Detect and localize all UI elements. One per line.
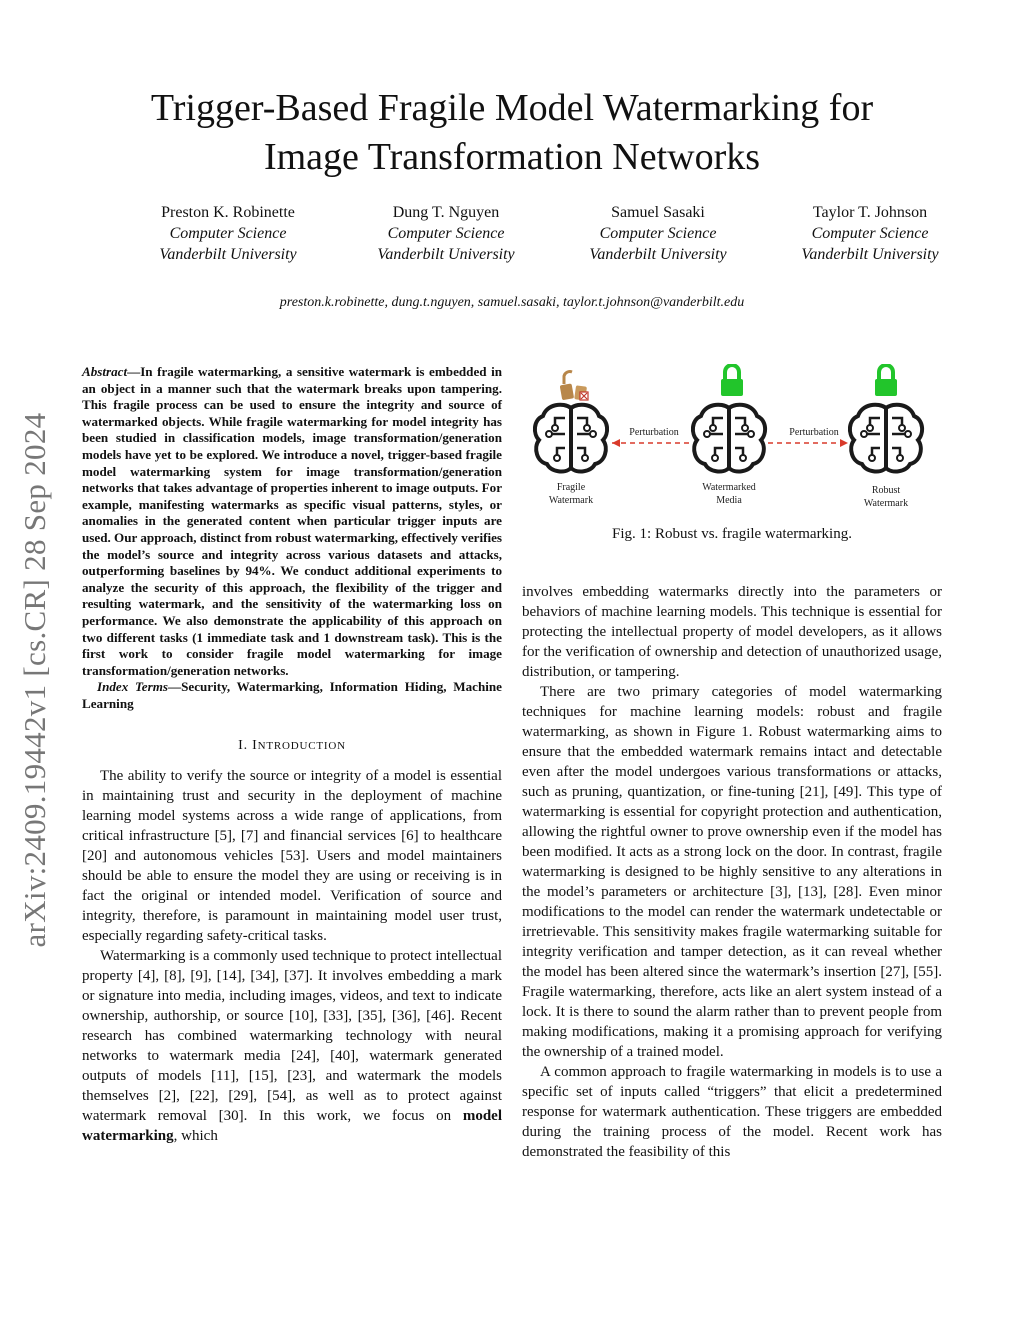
paragraph-text: Watermarking is a commonly used technique to protect intellectual property [4], [8], [9], [14], [34], [37]. It involves embedding a mark or signature into media, including images, videos, and text to indicate ownership, authorship, or source [10], [33], [35], [36], [46]. Recent research has combined watermarking technology with neural networks to watermark media [24], [40], watermark generated outputs of models [11], [15], [23], and watermark the models themselves [2], [22], [29], [54], as well as to protect against watermark removal [30]. In this work, we focus on — [82, 948, 502, 1125]
edge-label: Perturbation — [789, 427, 839, 438]
index-terms-label: Index Terms — [97, 679, 168, 695]
title-line-2: Image Transformation Networks — [263, 136, 761, 178]
author-name: Dung T. Nguyen — [392, 204, 500, 221]
arxiv-identifier: arXiv:2409.19442v1 [cs.CR] 28 Sep 2024 — [17, 412, 52, 948]
paragraph: There are two primary categories of model watermarking techniques for machine learning models: robust and fragile watermarking, as shown in Figure 1. Robust watermarking aims to ensure that the embedded watermark remains intact and detectable even after the model undergoes various transformations or attacks, such as pruning, quantization, or fine-tuning [21], [49]. This type of watermarking is essential for copyright protection and authentication, allowing the rightful owner to prove ownership even if the model has been modified. It acts as a strong lock on the door. In contrast, fragile watermarking is designed to be highly sensitive to any alterations in the model’s parameters or architecture [3], [13], [28]. Even minor modifications to the model can render the watermark undetectable or irretrievable. This sensitivity makes fragile watermarking suitable for integrity verification and tamper detection, as it can reveal whether the model has been altered since the watermark’s insertion [27], [55]. Fragile watermarking, therefore, acts like an alert system instead of a lock. It is there to sound the alarm rather than to prevent people from making modifications, making it a promising approach for verifying the ownership of a trained model. — [522, 684, 942, 1060]
figure-caption: Fig. 1: Robust vs. fragile watermarking. — [612, 526, 852, 542]
author-block — [128, 202, 328, 265]
brain-icon — [693, 405, 765, 472]
lock-icon — [875, 365, 897, 396]
bold-phrase: model watermarking — [82, 1108, 502, 1145]
author-block — [558, 202, 758, 265]
paper-title — [0, 84, 1024, 182]
index-terms-text: —Security, Watermarking, Information Hiding, Machine Learning — [82, 679, 502, 711]
author-dept: Computer Science — [387, 225, 505, 242]
node-label: Media — [716, 495, 742, 506]
paragraph: A common approach to fragile watermarking in models is to use a specific set of inputs called “triggers” that elicit a predetermined response for watermark authentication. These triggers are embedded during the training process of the model. Recent work has demonstrated the feasibility of this — [522, 1064, 942, 1160]
brain-icon — [535, 405, 607, 472]
author-emails: preston.k.robinette, dung.t.nguyen, samuel.sasaki, taylor.t.johnson@vanderbilt.edu — [279, 295, 745, 310]
section-numeral: I. I — [238, 738, 258, 754]
paragraph-tail: , which — [173, 1128, 218, 1145]
author-name: Samuel Sasaki — [611, 204, 705, 221]
section-title: NTRODUCTION — [257, 740, 346, 753]
node-label: Watermarked — [702, 482, 756, 493]
brain-icon — [850, 405, 922, 472]
paragraph — [82, 946, 502, 1146]
perturbation-arrow-left — [612, 439, 692, 447]
broken-lock-icon — [560, 372, 588, 401]
right-column — [522, 582, 942, 1162]
abstract-label: Abstract — [82, 364, 128, 379]
author-name: Preston K. Robinette — [161, 204, 295, 221]
author-affil: Vanderbilt University — [377, 246, 515, 263]
perturbation-arrow-right — [768, 439, 848, 447]
author-affil: Vanderbilt University — [159, 246, 297, 263]
author-affil: Vanderbilt University — [801, 246, 939, 263]
edge-label: Perturbation — [629, 427, 679, 438]
node-label: Fragile — [556, 482, 586, 493]
author-name: Taylor T. Johnson — [812, 204, 928, 221]
paragraph: The ability to verify the source or integrity of a model is essential in maintaining trust and security in the deployment of machine learning model systems across a wide range of applications, from critical infrastructure [5], [7] and financial services [6] to healthcare [20] and autonomous vehicles [53]. Users and model maintainers should be able to ensure the model they are using or receiving is in fact the original or intended model. Verification of source and integrity, therefore, is paramount in maintaining model user trust, especially regarding safety-critical tasks. — [82, 768, 502, 945]
node-label: Watermark — [863, 498, 909, 509]
author-dept: Computer Science — [599, 225, 717, 242]
node-label: Robust — [871, 485, 901, 496]
title-line-1: Trigger-Based Fragile Model Watermarking for — [150, 87, 874, 129]
author-affil: Vanderbilt University — [589, 246, 727, 263]
abstract — [82, 364, 502, 679]
left-column — [82, 364, 502, 1146]
abstract-text: —In fragile watermarking, a sensitive watermark is embedded in an object in a manner such that the watermark breaks upon tampering. This fragile process can be used to ensure the integrity and source of watermarked objects. While fragile watermarking for model integrity has been studied in classification models, image transformation/generation models have yet to be explored. We introduce a novel, trigger-based fragile model watermarking system for image transformation/generation networks that takes advantage of properties inherent to image outputs. For example, manifesting watermarks as specific visual patterns, styles, or anomalies in the generated content when particular trigger inputs are used. Our approach, distinct from robust watermarking, effectively verifies the model’s source and integrity across various datasets and attacks, outperforming baselines by 94%. We conduct additional experiments to analyze the security of this approach, the flexibility of the trigger and resulting watermark, and the sensitivity of the watermarking loss on performance. We also demonstrate the applicability of this approach on two different tasks (1 immediate task and 1 downstream task). This is the first work to consider fragile model watermarking for image transformation/generation networks. — [82, 364, 502, 678]
figure-diagram — [522, 364, 942, 524]
lock-icon — [721, 365, 743, 396]
author-dept: Computer Science — [169, 225, 287, 242]
author-block — [346, 202, 546, 265]
index-terms — [82, 679, 502, 712]
author-block — [770, 202, 970, 265]
paragraph: involves embedding watermarks directly into the parameters or behaviors of machine learning models. This technique is essential for protecting the intellectual property of model developers, as it allows for the verification of ownership and detection of unauthorized usage, distribution, or tampering. — [522, 584, 942, 680]
node-label: Watermark — [548, 495, 594, 506]
section-heading-introduction — [82, 738, 502, 754]
author-dept: Computer Science — [811, 225, 929, 242]
